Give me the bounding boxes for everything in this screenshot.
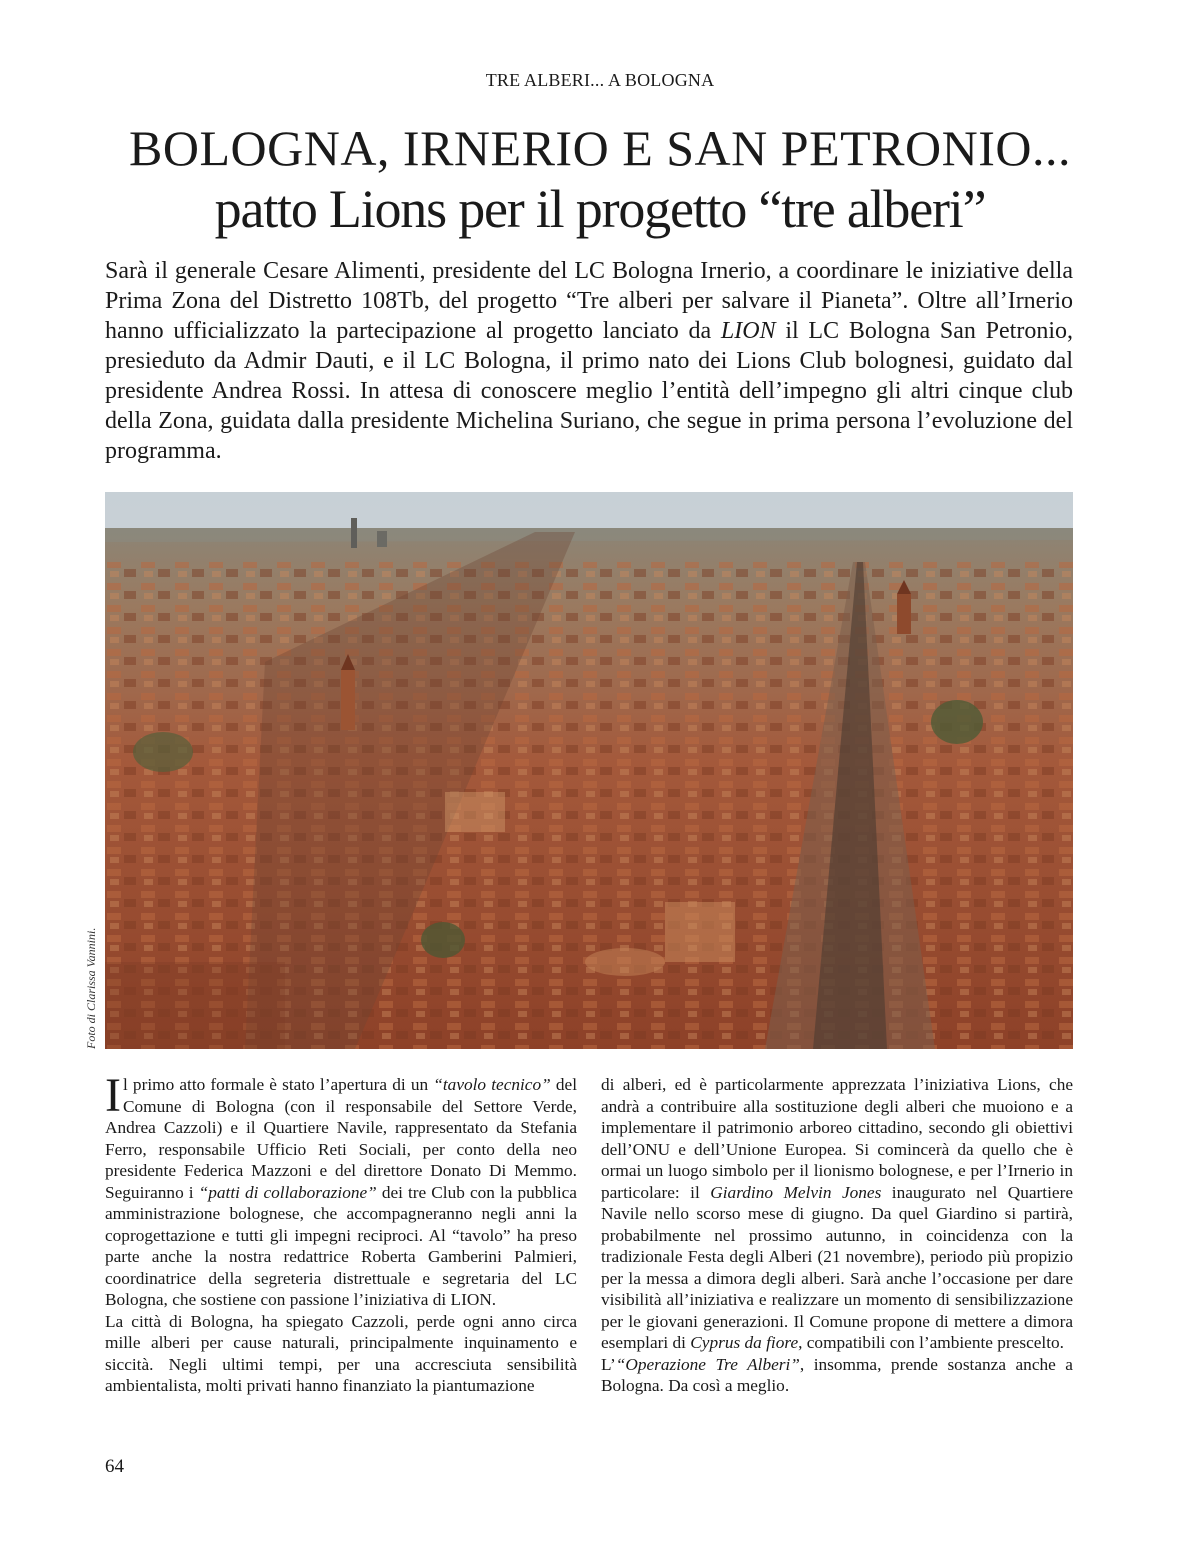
p1-italic-2: “patti di collaborazione” (198, 1182, 377, 1202)
lead-text-2: il LC Bologna San Petronio, presieduto da Admir Dauti, e il LC Bologna, il primo nato dei Lions Club bolognesi, guidato dal presidente Andrea Rossi. In attesa di conoscere meglio l’entità dell’impegno gli altri cinque club della Zona, guidata dalla presidente Michelina Suriano, che segue in prima persona l’evoluzione del programma. (105, 318, 1073, 464)
headline-sub: patto Lions per il progetto “tre alberi” (214, 179, 986, 239)
p3-text-1: di alberi, ed è particolarmente apprezzata l’iniziativa Lions, che andrà a contribuire alla sostituzione degli alberi che muoiono e a implementare il patrimonio arboreo cittadino, secondo gli obiettivi dell’ONU e dell’Unione Europea. Si comincerà da quello che è ormai un luogo simbolo per il lionismo bolognese, e per l’Irnerio in particolare: il (601, 1075, 1073, 1202)
page-number: 64 (105, 1456, 124, 1477)
dropcap: I (105, 1069, 121, 1122)
p4-text-2: , insomma, prende sostanza anche a Bologna. Da così a meglio. (601, 1354, 1073, 1395)
section-kicker: TRE ALBERI... A BOLOGNA (485, 70, 715, 90)
p1-text-1: l primo atto formale è stato l’apertura di un (122, 1075, 434, 1094)
p3-text-2: inaugurato nel Quartiere Navile nello scorso mese di giugno. Da quel Giardino si partirà, probabilmente nel prossimo autunno, in coincidenza con la tradizionale Festa degli Alberi (21 novembre), periodo più propizio per la messa a dimora degli alberi. Sarà anche l’occasione per dare visibilità all’iniziativa e realizzare un momento di sensibilizzazione per le giovani generazioni. Il Comune propone di mettere a dimora esemplari di (601, 1182, 1074, 1352)
article-column-right (601, 1074, 1073, 1397)
article-column-left (105, 1069, 577, 1397)
article-paragraph-3 (601, 1074, 1073, 1354)
p3-italic-2: Cyprus da fiore (690, 1333, 799, 1352)
photo-credit: Foto di Clarissa Vannini. (84, 927, 98, 1049)
headline-main: BOLOGNA, IRNERIO E SAN PETRONIO... (129, 120, 1071, 176)
aerial-photo-bologna (105, 492, 1073, 1049)
p3-text-3: , compatibili con l’ambiente prescelto. (798, 1333, 1064, 1352)
lead-paragraph (105, 256, 1073, 466)
p1-text-3: dei tre Club con la pubblica amministrazione bolognese, che accompagneranno negli anni la coprogettazione e tutti gli impegni reciproci. Al “tavolo” ha preso parte anche la nostra redattrice Roberta Gamberini Palmieri, coordinatrice della segreteria distrettuale e segretaria del LC Bologna, che sostiene con passione l’iniziativa di LION. (105, 1182, 577, 1309)
p1-italic-1: “tavolo tecnico” (433, 1075, 551, 1094)
article-paragraph-1 (105, 1069, 577, 1311)
lead-text-1: Sarà il generale Cesare Alimenti, presidente del LC Bologna Irnerio, a coordinare le iniziative della Prima Zona del Distretto 108Tb, del progetto “Tre alberi per salvare il Pianeta”. Oltre all’Irnerio hanno ufficializzato la partecipazione al progetto lanciato da (105, 258, 1073, 344)
lead-lion-italic: LION (720, 318, 776, 344)
article-paragraph-4 (601, 1354, 1073, 1397)
p4-text-1: L’ (601, 1354, 616, 1374)
p1-text-2: del Comune di Bologna (con il responsabile del Settore Verde, Andrea Cazzoli) e il Quartiere Navile, rappresentato da Stefania Ferro, responsabile Ufficio Reti Sociali, per conto della neo presidente Federica Mazzoni e del direttore Donato Di Memmo. Seguiranno i (105, 1075, 577, 1202)
p3-italic-1: Giardino Melvin Jones (710, 1182, 882, 1202)
article-paragraph-2: La città di Bologna, ha spiegato Cazzoli, perde ogni anno circa mille alberi per cause naturali, principalmente inquinamento e siccità. Negli ultimi tempi, per una accresciuta sensibilità ambientalista, molti privati hanno finanziato la piantumazione (105, 1311, 577, 1395)
p4-italic-1: “Operazione Tre Alberi” (615, 1354, 800, 1374)
